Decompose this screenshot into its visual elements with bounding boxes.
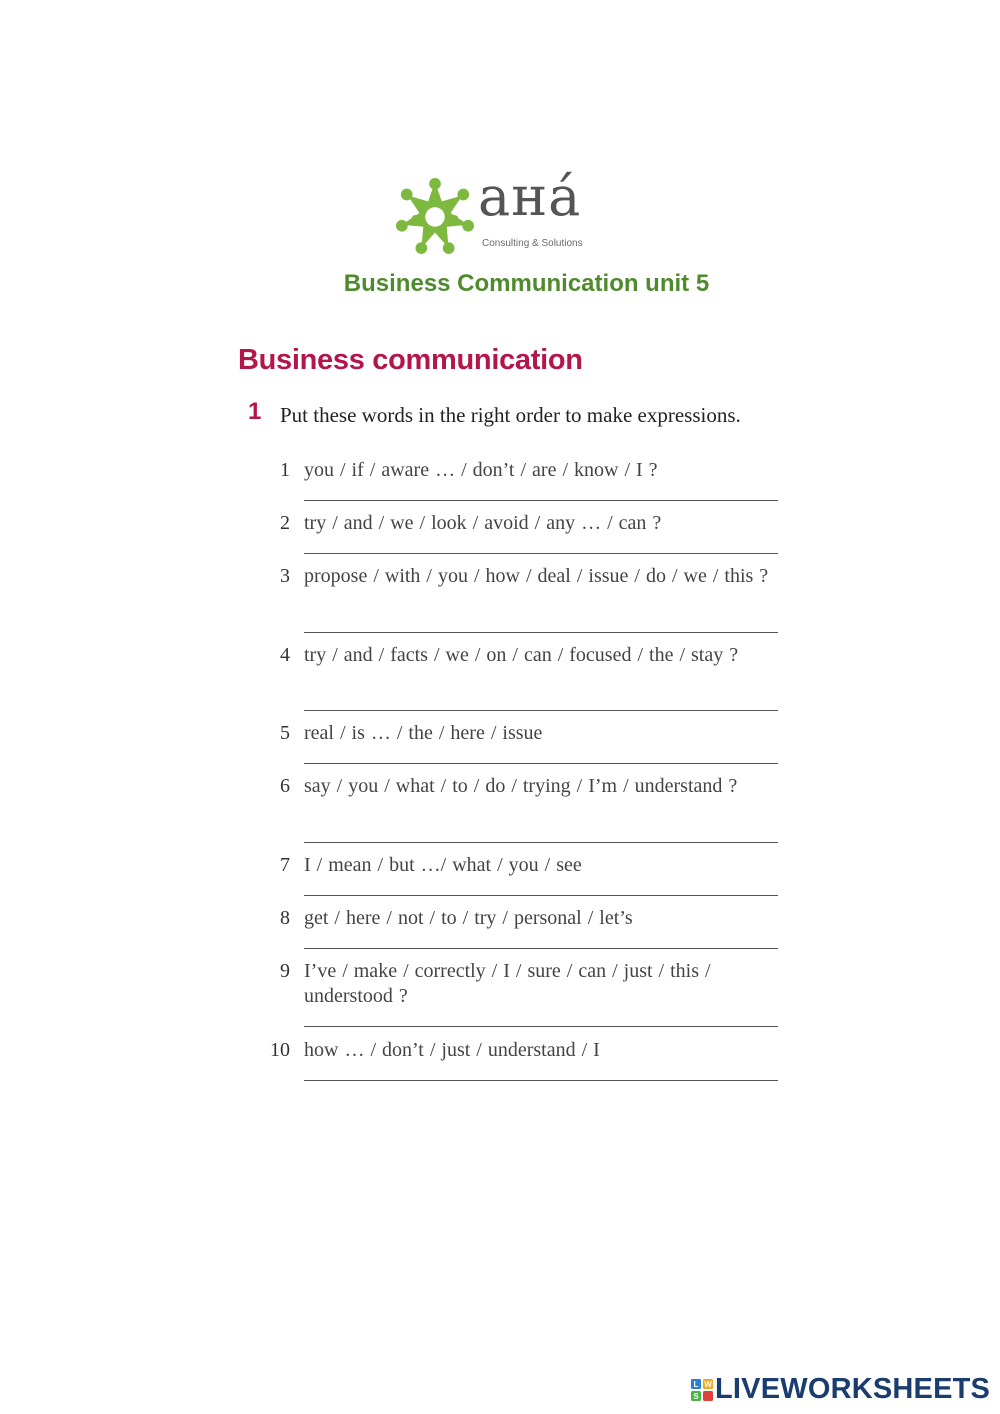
green-star-puzzle-icon [396,176,474,254]
svg-text:W: W [704,1380,712,1390]
answer-line-2[interactable] [304,553,778,554]
logo-tagline: Consulting & Solutions [482,238,583,249]
logo-wordmark: aнá [478,165,582,228]
task-instruction: Put these words in the right order to make expressions. [280,403,741,427]
answer-line-1[interactable] [304,500,778,501]
answer-line-3[interactable] [304,632,778,633]
item-number: 1 [280,459,290,481]
item-number: 3 [280,565,290,587]
brand-wordmark: LIVEWORKSHEETS [715,1373,991,1405]
item-prompt: you / if / aware … / don’t / are / know / I ? [304,459,658,481]
item-prompt: I’ve / make / correctly / I / sure / can / just / this / understood ? [304,960,711,1007]
item-prompt: say / you / what / to / do / trying / I’m / understand ? [304,775,738,797]
item-number: 5 [280,722,290,744]
answer-line-6[interactable] [304,842,778,843]
item-number: 2 [280,512,290,534]
item-number: 8 [280,907,290,929]
svg-text:L: L [693,1380,699,1390]
document-title: Business Communication unit 5 [343,270,710,297]
item-prompt: get / here / not / to / try / personal / let’s [304,907,633,929]
item-prompt: real / is … / the / here / issue [304,722,543,744]
liveworksheets-logo-icon [691,1379,713,1401]
item-prompt: try / and / facts / we / on / can / focused / the / stay ? [304,644,739,666]
answer-line-5[interactable] [304,763,778,764]
answer-line-4[interactable] [304,710,778,711]
answer-line-9[interactable] [304,1026,778,1027]
item-prompt: propose / with / you / how / deal / issue / do / we / this ? [304,565,769,587]
item-number: 10 [270,1039,290,1061]
item-prompt: how … / don’t / just / understand / I [304,1039,600,1061]
item-number: 4 [280,644,290,666]
item-prompt: try / and / we / look / avoid / any … / can ? [304,512,662,534]
answer-line-10[interactable] [304,1080,778,1081]
svg-text:S: S [693,1392,699,1401]
answer-line-8[interactable] [304,948,778,949]
section-heading: Business communication [238,344,583,376]
item-number: 9 [280,960,290,982]
answer-line-7[interactable] [304,895,778,896]
item-prompt: I / mean / but …/ what / you / see [304,854,582,876]
task-number: 1 [248,398,262,425]
company-logo [396,165,606,256]
item-number: 6 [280,775,290,797]
item-number: 7 [280,854,290,876]
